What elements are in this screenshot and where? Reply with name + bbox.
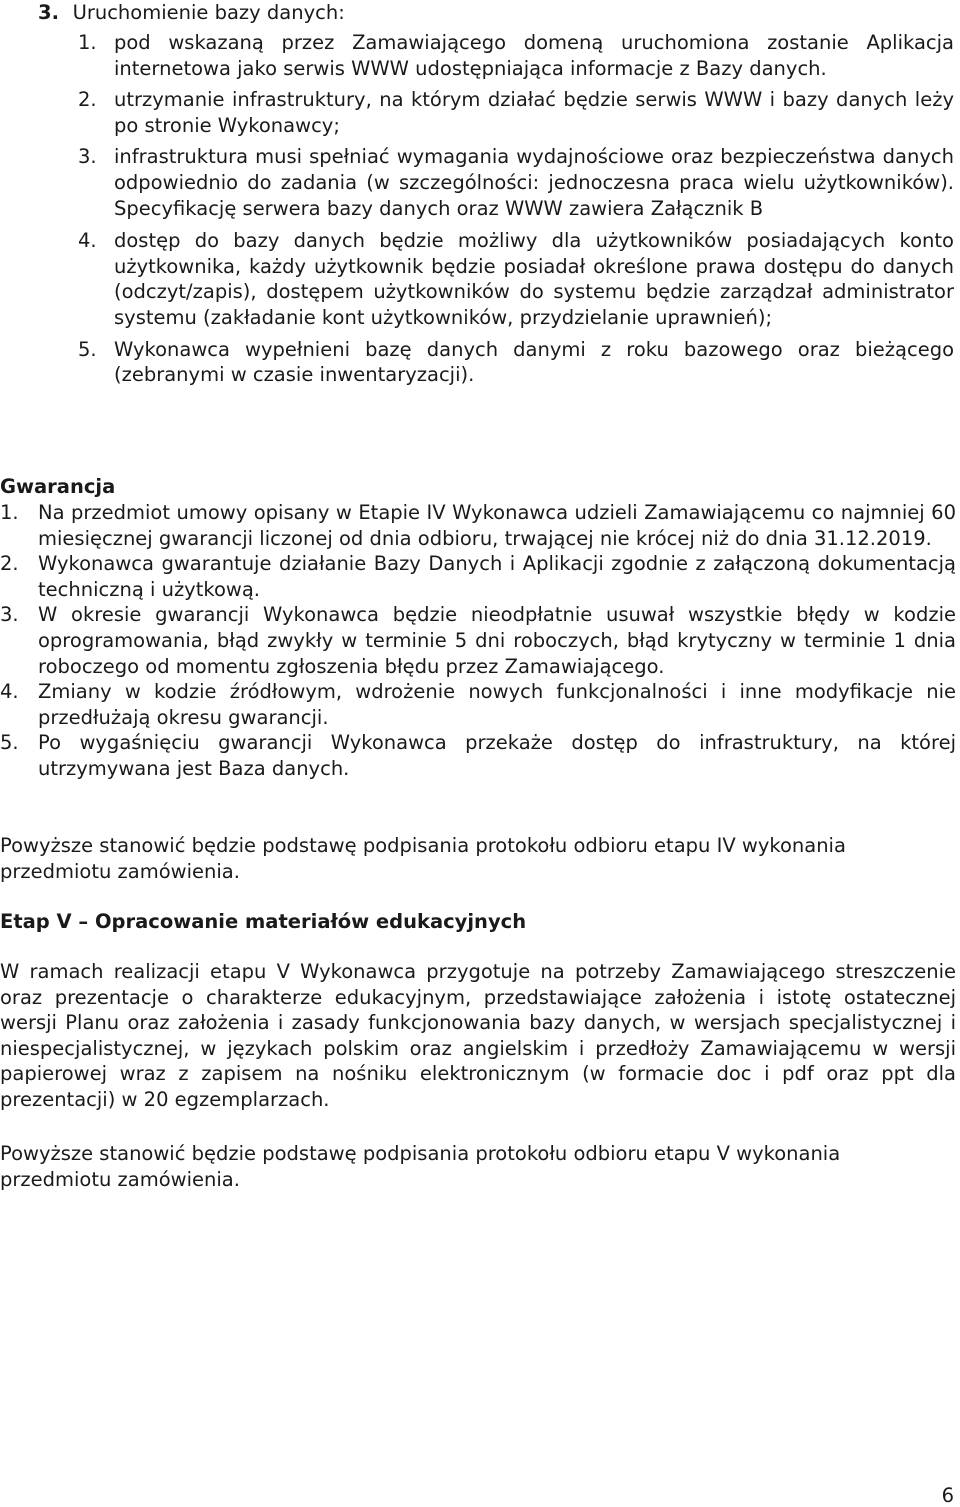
page-number: 6 — [941, 1484, 954, 1507]
section-title: Uruchomienie bazy danych: — [72, 1, 345, 24]
list-item: 3. W okresie gwarancji Wykonawca będzie nieodpłatnie usuwał wszystkie błędy w kodzie oprogramowania, błąd zwykły w terminie 5 dni roboczych, błąd krytyczny w terminie 1 dnia roboczego od momentu zgłoszenia błędu przez Zamawiającego. — [0, 603, 956, 678]
list-item: 4. Zmiany w kodzie źródłowym, wdrożenie nowych funkcjonalności i inne modyfikacje nie przedłużają okresu gwarancji. — [0, 680, 956, 729]
section-heading — [38, 0, 345, 25]
list-item: 1. Na przedmiot umowy opisany w Etapie IV Wykonawca udzieli Zamawiającemu co najmniej 60 miesięcznej gwarancji liczonej od dnia odbioru, trwającej nie krócej niż do dnia 31.12.2019. — [0, 501, 956, 550]
list-item: 5. Wykonawca wypełnieni bazę danych danymi z roku bazowego oraz bieżącego (zebranymi w czasie inwentaryzacji). — [78, 337, 954, 387]
list-item: 4. dostęp do bazy danych będzie możliwy dla użytkowników posiadających konto użytkownika, każdy użytkownik będzie posiadał określone prawa dostępu do danych (odczyt/zapis), dostępem użytkowników do systemu będzie zarządzał administrator systemu (zakładanie kont użytkowników, przydzielanie uprawnień); — [78, 229, 954, 329]
stage4-acceptance-paragraph: Powyższe stanowić będzie podstawę podpisania protokołu odbioru etapu IV wykonania przedmiotu zamówienia. — [0, 834, 846, 883]
list-item: 2. Wykonawca gwarantuje działanie Bazy Danych i Aplikacji zgodnie z załączoną dokumentacją techniczną i użytkową. — [0, 552, 956, 601]
list-item: 2. utrzymanie infrastruktury, na którym działać będzie serwis WWW i bazy danych leży po stronie Wykonawcy; — [78, 88, 954, 137]
stage5-acceptance-paragraph: Powyższe stanowić będzie podstawę podpisania protokołu odbioru etapu V wykonania przedmiotu zamówienia. — [0, 1142, 841, 1191]
list-item: 3. infrastruktura musi spełniać wymagania wydajnościowe oraz bezpieczeństwa danych odpowiednio do zadania (w szczególności: jednoczesna praca wielu użytkowników). Specyfikację serwera bazy danych oraz WWW zawiera Załącznik B — [78, 145, 954, 220]
warranty-heading: Gwarancja — [0, 475, 116, 498]
section-number: 3. — [38, 1, 59, 24]
launch-list — [78, 30, 954, 394]
stage5-heading: Etap V – Opracowanie materiałów edukacyjnych — [0, 910, 527, 933]
list-item: 5. Po wygaśnięciu gwarancji Wykonawca przekaże dostęp do infrastruktury, na której utrzymywana jest Baza danych. — [0, 731, 956, 780]
stage5-body-paragraph: W ramach realizacji etapu V Wykonawca przygotuje na potrzeby Zamawiającego streszczenie oraz prezentacje o charakterze edukacyjnym, przedstawiające założenia i istotę ostatecznej wersji Planu oraz założenia i zasady funkcjonowania bazy danych, w wersjach specjalistycznej i niespecjalistycznej, w językach polskim oraz angielskim i przedłoży Zamawiającemu w wersji papierowej wraz z zapisem na nośniku elektronicznym (w formacie doc i pdf oraz ppt dla prezentacji) w 20 egzemplarzach. — [0, 960, 956, 1111]
list-item: 1. pod wskazaną przez Zamawiającego domeną uruchomiona zostanie Aplikacja internetowa jako serwis WWW udostępniająca informacje z Bazy danych. — [78, 31, 954, 80]
warranty-list — [0, 500, 956, 782]
